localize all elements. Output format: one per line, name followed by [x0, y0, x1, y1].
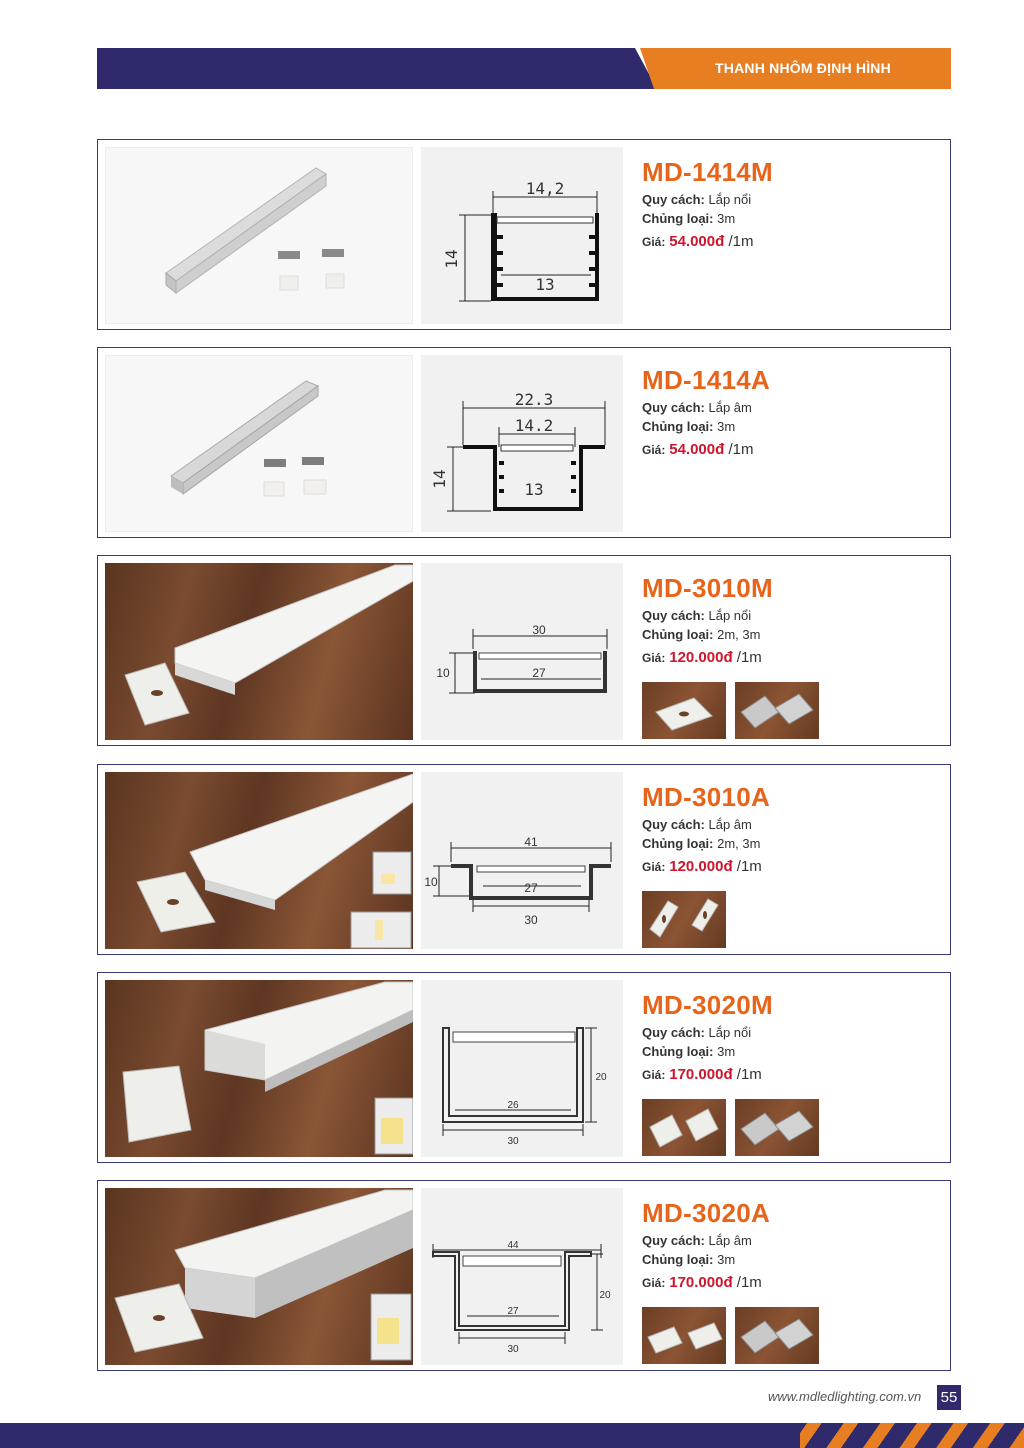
spec-label: Quy cách: [642, 192, 705, 207]
end-cap-thumbnail [642, 682, 726, 739]
product-info [642, 779, 942, 880]
profile-drawing [421, 147, 623, 324]
dim-width-inner: 26 [507, 1100, 519, 1111]
type-label: Chủng loại: [642, 836, 714, 851]
type-value: 2m, 3m [717, 627, 761, 642]
dim-width-base: 30 [524, 913, 538, 927]
product-info [642, 570, 942, 671]
price-value: 170.000đ [669, 1066, 733, 1083]
product-code: MD-3010A [642, 782, 771, 812]
price-value: 54.000đ [669, 233, 725, 250]
product-card-md-3010a [97, 764, 951, 955]
dim-height: 10 [424, 875, 438, 889]
product-card-md-1414m [97, 139, 951, 330]
spec-value: Lắp nổi [708, 608, 752, 623]
dim-width-outer: 41 [524, 835, 538, 849]
dim-width-base: 30 [507, 1344, 519, 1355]
mounting-clip-thumbnail [735, 1099, 819, 1156]
dim-width-mid: 14.2 [514, 416, 554, 435]
spec-value: Lắp âm [708, 817, 752, 832]
dim-width-outer: 14,2 [525, 179, 565, 198]
dim-width-inner: 13 [535, 275, 555, 294]
mounting-clip-thumbnail [735, 1307, 819, 1364]
spec-label: Quy cách: [642, 1233, 705, 1248]
product-card-md-1414a [97, 347, 951, 538]
profile-drawing [421, 563, 623, 740]
end-cap-thumbnail [642, 891, 726, 948]
dim-height: 14 [430, 469, 449, 489]
product-code: MD-3010M [642, 573, 773, 603]
page-number: 55 [937, 1385, 961, 1410]
dim-width-inner: 27 [532, 666, 546, 680]
dim-width-inner: 13 [524, 480, 544, 499]
type-label: Chủng loại: [642, 419, 714, 434]
price-label: Giá: [642, 235, 666, 249]
product-code: MD-1414M [642, 157, 773, 187]
product-card-md-3010m [97, 555, 951, 746]
spec-value: Lắp âm [708, 1233, 752, 1248]
price-label: Giá: [642, 1276, 666, 1290]
product-photo [105, 563, 413, 740]
dim-height: 20 [599, 1290, 611, 1301]
dim-height: 14 [442, 249, 461, 269]
product-photo [105, 980, 413, 1157]
dim-width-outer: 30 [507, 1136, 519, 1147]
product-code: MD-3020M [642, 990, 773, 1020]
price-label: Giá: [642, 860, 666, 874]
product-photo [105, 1188, 413, 1365]
end-cap-thumbnail [642, 1307, 726, 1364]
price-unit: /1m [732, 1274, 762, 1291]
product-code: MD-3020A [642, 1198, 771, 1228]
profile-drawing [421, 772, 623, 949]
price-value: 54.000đ [669, 441, 725, 458]
type-label: Chủng loại: [642, 211, 714, 226]
product-code: MD-1414A [642, 365, 771, 395]
product-info [642, 1195, 942, 1296]
dim-height: 10 [436, 666, 450, 680]
spec-label: Quy cách: [642, 817, 705, 832]
spec-label: Quy cách: [642, 608, 705, 623]
product-card-md-3020a [97, 1180, 951, 1371]
price-label: Giá: [642, 651, 666, 665]
price-label: Giá: [642, 443, 666, 457]
profile-drawing [421, 355, 623, 532]
dim-width-inner: 27 [507, 1306, 519, 1317]
spec-value: Lắp nổi [708, 1025, 752, 1040]
price-unit: /1m [724, 441, 754, 458]
type-value: 3m [717, 211, 736, 226]
dim-width-outer: 30 [532, 623, 546, 637]
product-photo [105, 147, 413, 324]
price-value: 120.000đ [669, 649, 733, 666]
footer-stripes [800, 1423, 1024, 1448]
price-unit: /1m [732, 649, 762, 666]
type-label: Chủng loại: [642, 627, 714, 642]
spec-value: Lắp âm [708, 400, 752, 415]
type-label: Chủng loại: [642, 1252, 714, 1267]
price-value: 120.000đ [669, 858, 733, 875]
dim-height: 20 [595, 1072, 607, 1083]
price-value: 170.000đ [669, 1274, 733, 1291]
dim-width-inner: 27 [524, 881, 538, 895]
spec-value: Lắp nổi [708, 192, 752, 207]
product-card-md-3020m [97, 972, 951, 1163]
end-cap-thumbnail [642, 1099, 726, 1156]
type-label: Chủng loại: [642, 1044, 714, 1059]
product-info [642, 154, 942, 255]
price-unit: /1m [724, 233, 754, 250]
price-label: Giá: [642, 1068, 666, 1082]
type-value: 3m [717, 419, 736, 434]
dim-width-outer: 22.3 [514, 390, 554, 409]
section-title: THANH NHÔM ĐỊNH HÌNH [715, 60, 891, 76]
profile-drawing [421, 980, 623, 1157]
header-band [97, 48, 657, 89]
spec-label: Quy cách: [642, 400, 705, 415]
website-url: www.mdledlighting.com.vn [768, 1389, 922, 1404]
type-value: 2m, 3m [717, 836, 761, 851]
price-unit: /1m [732, 1066, 762, 1083]
type-value: 3m [717, 1252, 736, 1267]
product-photo [105, 355, 413, 532]
profile-drawing [421, 1188, 623, 1365]
price-unit: /1m [732, 858, 762, 875]
product-info [642, 362, 942, 463]
dim-width-outer: 44 [507, 1240, 519, 1251]
mounting-clip-thumbnail [735, 682, 819, 739]
product-info [642, 987, 942, 1088]
type-value: 3m [717, 1044, 736, 1059]
product-photo [105, 772, 413, 949]
spec-label: Quy cách: [642, 1025, 705, 1040]
footer-band [0, 1423, 1024, 1448]
